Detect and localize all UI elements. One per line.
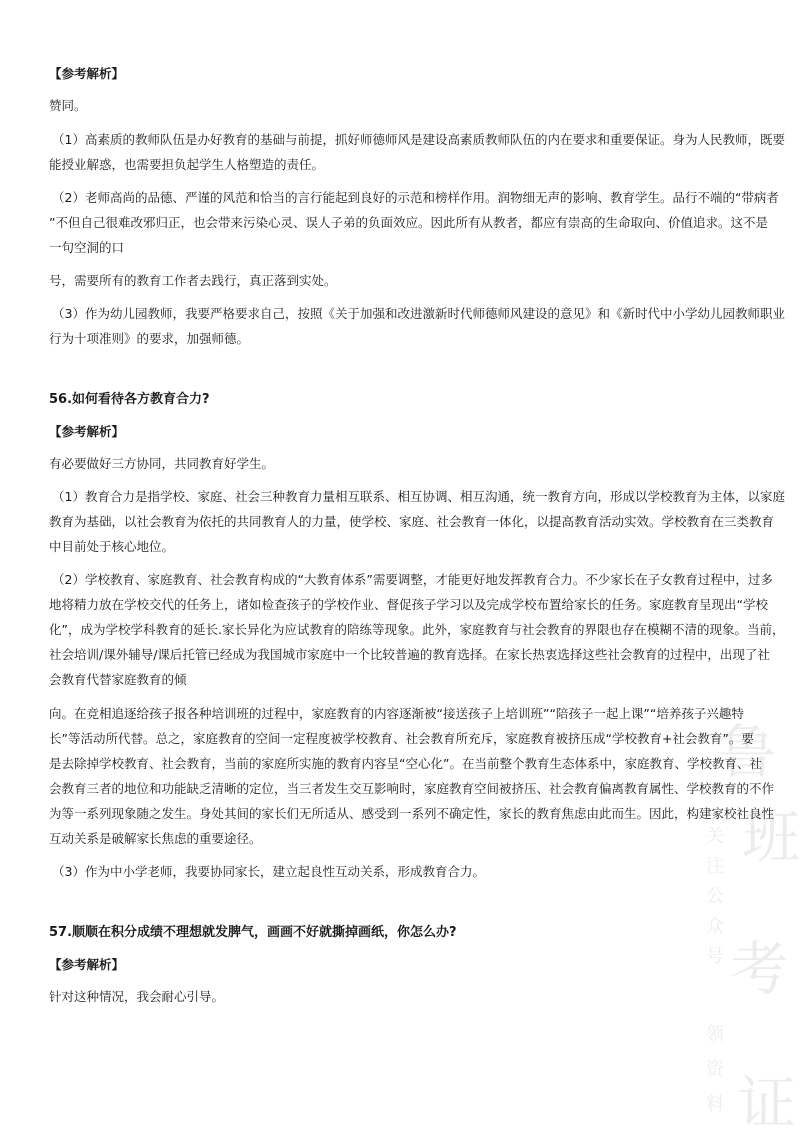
- watermark-char: 班: [742, 803, 800, 871]
- answer-paragraph: 互动关系是破解家长焦虑的重要途径。: [49, 831, 262, 846]
- answer-paragraph: （2）老师高尚的品德、严谨的风范和恰当的言行能起到良好的示范和榜样作用。润物细无声的影响、教育学生。品行不端的“带病者: [52, 190, 779, 205]
- watermark-char: 料: [706, 1094, 724, 1115]
- watermark-char: 号: [706, 946, 724, 967]
- watermark-char: 注: [706, 856, 724, 877]
- answer-paragraph: 向。在竞相追逐给孩子报各种培训班的过程中，家庭教育的内容逐渐被“接送孩子上培训班”“陪孩子一起上课”“培养孩子兴趣特: [49, 706, 744, 721]
- answer-paragraph: 会教育三者的地位和功能缺乏清晰的定位，当三者发生交互影响时，家庭教育空间被挤压、社会教育偏离教育属性、学校教育的不作: [49, 781, 775, 796]
- answer-paragraph: 赞同。: [49, 98, 87, 113]
- watermark-char: 众: [706, 916, 724, 937]
- answer-paragraph: 行为十项准则》的要求，加强师德。: [49, 331, 250, 346]
- watermark-char: 公: [706, 886, 724, 907]
- answer-paragraph: （2）学校教育、家庭教育、社会教育构成的“大教育体系”需要调整，才能更好地发挥教育合力。不少家长在子女教育过程中，过多: [52, 572, 773, 587]
- watermark-char: 领: [706, 1024, 724, 1045]
- answer-paragraph: 地将精力放在学校交代的任务上，诸如检查孩子的学校作业、督促孩子学习以及完成学校布置给家长的任务。家庭教育呈现出“学校: [49, 597, 768, 612]
- answer-label: 【参考解析】: [49, 957, 125, 972]
- answer-paragraph: 有必要做好三方协同，共同教育好学生。: [49, 456, 275, 471]
- watermark-char: 鲁: [718, 718, 777, 786]
- answer-paragraph: 为等一系列现象随之发生。身处其间的家长们无所适从、感受到一系列不确定性，家长的教育焦虑由此而生。因此，构建家校社良性: [49, 806, 775, 821]
- question-title: 56.如何看待各方教育合力?: [49, 392, 210, 407]
- watermark-char: 考: [730, 935, 789, 1003]
- answer-paragraph: 号，需要所有的教育工作者去践行，真正落到实处。: [49, 273, 337, 288]
- answer-paragraph: 社会培训/课外辅导/课后托管已经成为我国城市家庭中一个比较普遍的教育选择。在家长热衷选择这些社会教育的过程中，出现了社: [49, 647, 770, 662]
- answer-paragraph: （3）作为幼儿园教师，我要严格要求自己，按照《关于加强和改进激新时代师德师风建设的意见》和《新时代中小学幼儿园教师职业: [52, 306, 785, 321]
- answer-paragraph: 一句空洞的口: [49, 240, 125, 255]
- answer-paragraph: 是去除掉学校教育、社会教育，当前的家庭所实施的教育内容呈“空心化”。在当前整个教育生态体系中，家庭教育、学校教育、社: [49, 756, 762, 771]
- answer-paragraph: 能授业解惑，也需要担负起学生人格塑造的责任。: [49, 157, 325, 172]
- answer-paragraph: ”不但自己很难改邪归正，也会带来污染心灵、误人子弟的负面效应。因此所有从教者，都应有崇高的生命取向、价值追求。这不是: [49, 215, 768, 230]
- watermark-char: 资: [706, 1059, 724, 1080]
- answer-label: 【参考解析】: [49, 424, 125, 439]
- answer-paragraph: （3）作为中小学老师，我要协同家长，建立起良性互动关系，形成教育合力。: [52, 864, 485, 879]
- answer-paragraph: 针对这种情况，我会耐心引导。: [49, 989, 225, 1004]
- answer-paragraph: 化”，成为学校学科教育的延长.家长异化为应试教育的陪练等现象。此外，家庭教育与社会教育的界限也存在模糊不清的现象。当前，: [49, 622, 785, 637]
- question-title: 57.顺顺在积分成绩不理想就发脾气，画画不好就撕掉画纸，你怎么办?: [49, 925, 457, 940]
- answer-paragraph: 教育为基础，以社会教育为依托的共同教育人的力量，使学校、家庭、社会教育一体化，以提高教育活动实效。学校教育在三类教育: [49, 514, 775, 529]
- answer-paragraph: 会教育代替家庭教育的倾: [49, 672, 187, 687]
- answer-label: 【参考解析】: [49, 66, 125, 81]
- watermark-char: 关: [706, 826, 724, 847]
- answer-paragraph: （1）高素质的教师队伍是办好教育的基础与前提，抓好师德师风是建设高素质教师队伍的内在要求和重要保证。身为人民教师，既要: [52, 132, 785, 147]
- answer-paragraph: （1）教育合力是指学校、家庭、社会三种教育力量相互联系、相互协调、相互沟通，统一教育方向，形成以学校教育为主体，以家庭: [52, 489, 785, 504]
- answer-paragraph: 长”等活动所代替。总之，家庭教育的空间一定程度被学校教育、社会教育所充斥，家庭教育被挤压成“学校教育+社会教育”。要: [49, 731, 754, 746]
- watermark-char: 证: [738, 1069, 797, 1137]
- answer-paragraph: 中目前处于核心地位。: [49, 539, 175, 554]
